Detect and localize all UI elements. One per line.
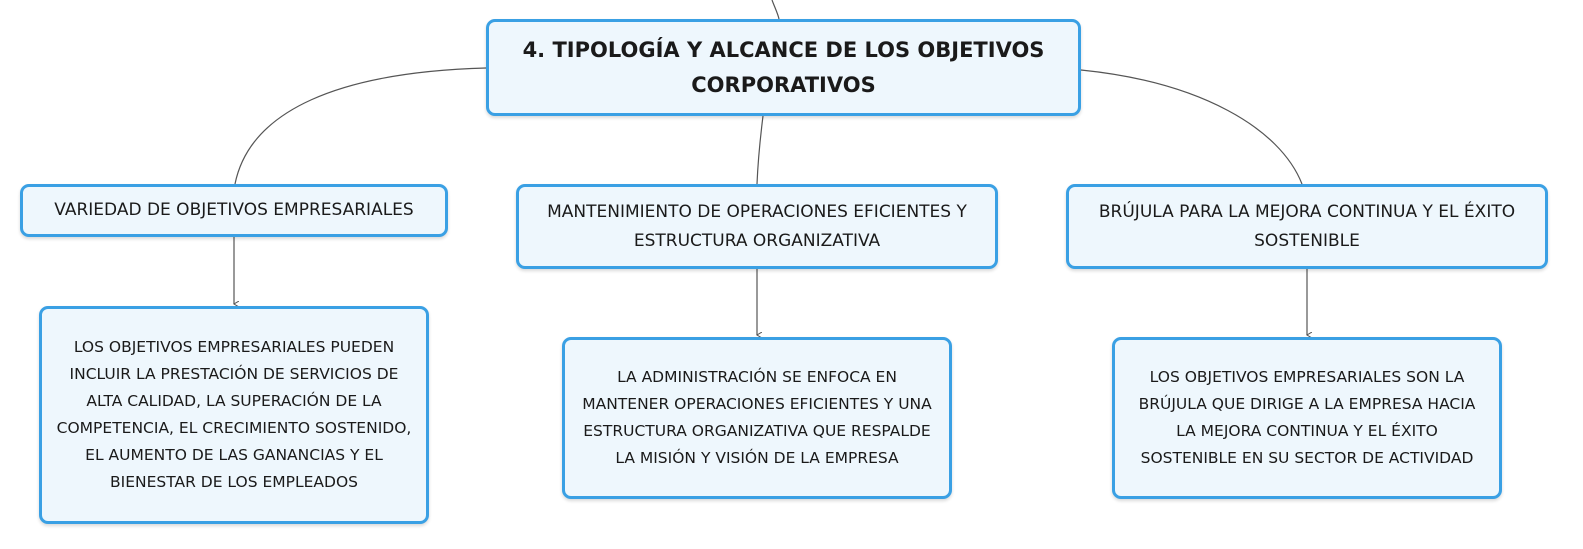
root-topic-node[interactable] [486,19,1081,116]
branch-node-label: MANTENIMIENTO DE OPERACIONES EFICIENTES Y ESTRUCTURA ORGANIZATIVA [547,201,967,251]
branch-node-mantenimiento[interactable] [516,184,998,269]
connector-incoming [772,0,779,19]
detail-node-mantenimiento[interactable] [562,337,952,499]
branch-node-variedad[interactable] [20,184,448,237]
connector-root-to-branch-3 [1081,70,1302,184]
detail-node-variedad[interactable] [39,306,429,524]
detail-node-brujula[interactable] [1112,337,1502,499]
root-topic-title: 4. TIPOLOGÍA Y ALCANCE DE LOS OBJETIVOS CORPORATIVOS [522,37,1045,97]
connector-root-to-branch-2 [757,116,763,184]
branch-node-label: VARIEDAD DE OBJETIVOS EMPRESARIALES [54,200,414,220]
detail-node-text: LOS OBJETIVOS EMPRESARIALES SON LA BRÚJULA QUE DIRIGE A LA EMPRESA HACIA LA MEJORA CONTINUA Y EL ÉXITO SOSTENIBLE EN SU SECTOR DE ACTIVIDAD [1138,368,1476,467]
detail-node-text: LOS OBJETIVOS EMPRESARIALES PUEDEN INCLUIR LA PRESTACIÓN DE SERVICIOS DE ALTA CALIDAD, LA SUPERACIÓN DE LA COMPETENCIA, EL CRECIMIENTO SOSTENIDO, EL AUMENTO DE LAS GANANCIAS Y EL BIENESTAR DE LOS EMPLEADOS [56,338,412,491]
connector-root-to-branch-1 [235,68,486,184]
branch-node-brujula[interactable] [1066,184,1548,269]
branch-node-label: BRÚJULA PARA LA MEJORA CONTINUA Y EL ÉXITO SOSTENIBLE [1098,201,1516,251]
detail-node-text: LA ADMINISTRACIÓN SE ENFOCA EN MANTENER OPERACIONES EFICIENTES Y UNA ESTRUCTURA ORGANIZATIVA QUE RESPALDE LA MISIÓN Y VISIÓN DE LA EMPRESA [582,368,932,467]
